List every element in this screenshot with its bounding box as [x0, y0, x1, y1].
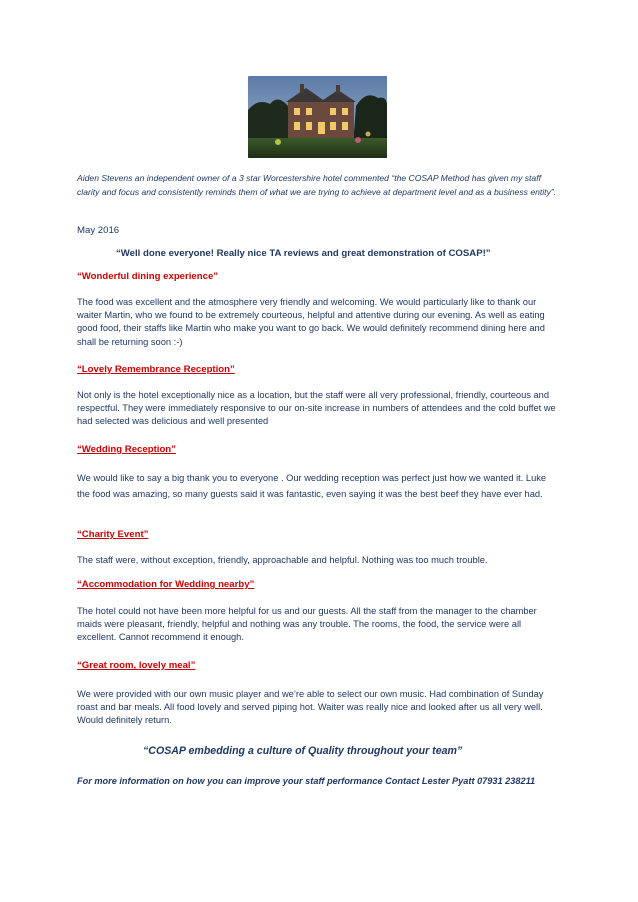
- review-title: “Accommodation for Wedding nearby”: [77, 579, 255, 590]
- slogan: “COSAP embedding a culture of Quality throughout your team”: [143, 745, 463, 757]
- review-body: The hotel could not have been more helpful for us and our guests. All the staff from the manager to the chamber maids were pleasant, friendly, helpful and nothing was any trouble. The rooms, the food, the service were all excellent. Cannot recommend it enough.: [77, 606, 537, 643]
- review-body: The staff were, without exception, friendly, approachable and helpful. Nothing was too much trouble.: [77, 555, 488, 565]
- review-title: “Great room, lovely meal”: [77, 660, 196, 671]
- review-body: Not only is the hotel exceptionally nice as a location, but the staff were all very professional, friendly, courteous and respectful. They were immediately responsive to our on-site increase in numbers of attendees and the cold buffet we had selected was delicious and well presented: [77, 390, 556, 427]
- review-title: “Lovely Remembrance Reception”: [77, 364, 235, 375]
- hotel-photo: [248, 76, 387, 158]
- review-body: We would like to say a big thank you to everyone . Our wedding reception was perfect just how we wanted it. Luke the food was amazing, so many guests said it was fantastic, even saying it was the best beef they have ever had.: [77, 473, 547, 499]
- review-title: “Charity Event”: [77, 529, 149, 540]
- headline: “Well done everyone! Really nice TA reviews and great demonstration of COSAP!”: [116, 248, 491, 259]
- review-body: The food was excellent and the atmosphere very friendly and welcoming. We would particularly like to thank our waiter Martin, who we found to be extremely courteous, helpful and attentive during our evening. As well as eating good food, their staffs like Martin who make you want to go back. We would definitely recommend dining here and shall be returning soon :-): [77, 297, 545, 347]
- date-label: May 2016: [77, 225, 120, 236]
- review-title: “Wedding Reception”: [77, 444, 176, 455]
- review-title: “Wonderful dining experience”: [77, 271, 219, 282]
- contact-line: For more information on how you can improve your staff performance Contact Lester Pyatt 07931 238211: [77, 776, 536, 786]
- owner-testimonial: Aiden Stevens an independent owner of a 3 star Worcestershire hotel commented “the COSAP Method has given my staff clarity and focus and consistently reminds them of what we are trying to achieve at department level and as a business entity”.: [77, 173, 557, 197]
- review-body: We were provided with our own music player and we’re able to select our own music. Had combination of Sunday roast and bar meals. All food lovely and served piping hot. Waiter was really nice and looked after us all very well. Would definitely return.: [77, 689, 544, 726]
